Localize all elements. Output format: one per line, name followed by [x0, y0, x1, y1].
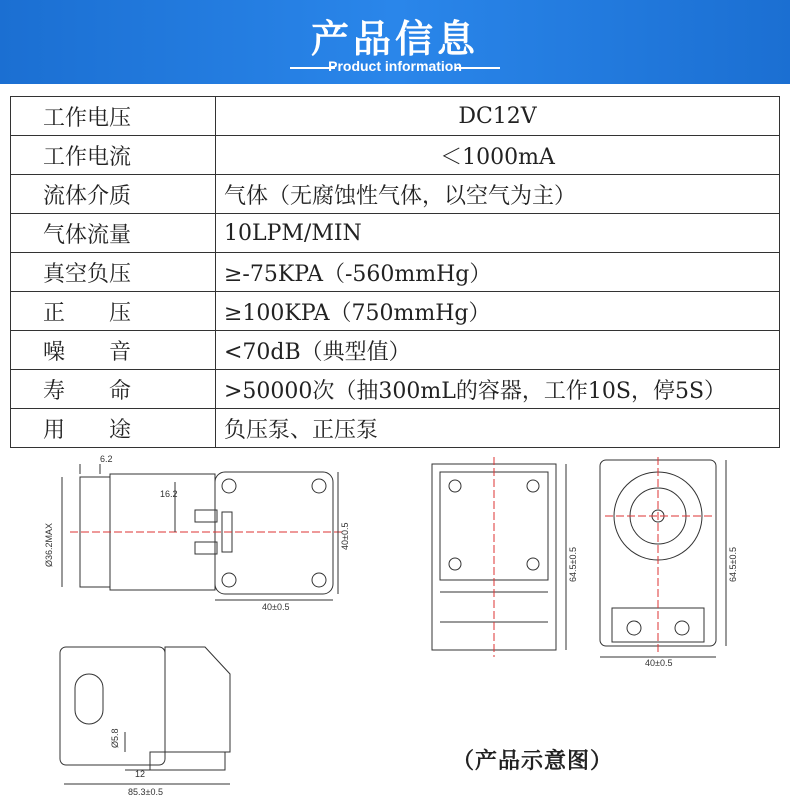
spec-row [11, 409, 780, 448]
dim-85-3: 85.3±0.5 [128, 787, 163, 797]
spec-key: 噪 音 [11, 331, 216, 370]
spec-value: ≥100KPA（750mmHg） [216, 292, 780, 331]
dim-40-b: 40±0.5 [262, 602, 290, 612]
spec-row [11, 175, 780, 214]
spec-value: 10LPM/MIN [216, 214, 780, 253]
spec-key: 寿 命 [11, 370, 216, 409]
dim-64-5-a: 64.5±0.5 [568, 547, 578, 582]
product-drawing [0, 452, 790, 807]
spec-value: <70dB（典型值） [216, 331, 780, 370]
header-banner [0, 0, 790, 84]
spec-table [10, 96, 780, 448]
spec-value: ＜1000mA [216, 136, 780, 175]
spec-row [11, 331, 780, 370]
banner-subtitle: Product information [328, 58, 462, 74]
dim-6-2: 6.2 [100, 454, 113, 464]
spec-key: 气体流量 [11, 214, 216, 253]
spec-key: 工作电压 [11, 97, 216, 136]
spec-value: ≥-75KPA（-560mmHg） [216, 253, 780, 292]
spec-key: 用 途 [11, 409, 216, 448]
dim-40-a: 40±0.5 [340, 522, 350, 550]
spec-value: 气体（无腐蚀性气体，以空气为主） [216, 175, 780, 214]
pump-head-top [215, 472, 333, 594]
spec-key: 工作电流 [11, 136, 216, 175]
spec-row [11, 253, 780, 292]
dim-diameter-36: Ø36.2MAX [44, 522, 54, 567]
spec-row [11, 214, 780, 253]
drawing-caption: （产品示意图） [452, 749, 614, 774]
spec-row [11, 370, 780, 409]
spec-value: >50000次（抽300mL的容器，工作10S，停5S） [216, 370, 780, 409]
dim-12: 12 [135, 769, 146, 779]
spec-key: 正 压 [11, 292, 216, 331]
dim-64-5-b: 64.5±0.5 [728, 547, 738, 582]
spec-key: 流体介质 [11, 175, 216, 214]
dim-40-c: 40±0.5 [645, 658, 673, 668]
dim-diameter-5-8: Ø5.8 [110, 728, 120, 748]
spec-row [11, 136, 780, 175]
spec-key: 真空负压 [11, 253, 216, 292]
spec-row [11, 292, 780, 331]
dim-16-2: 16.2 [160, 489, 178, 499]
spec-value: DC12V [216, 97, 780, 136]
banner-title: 产品信息 [310, 17, 479, 61]
spec-value: 负压泵、正压泵 [216, 409, 780, 448]
spec-row [11, 97, 780, 136]
